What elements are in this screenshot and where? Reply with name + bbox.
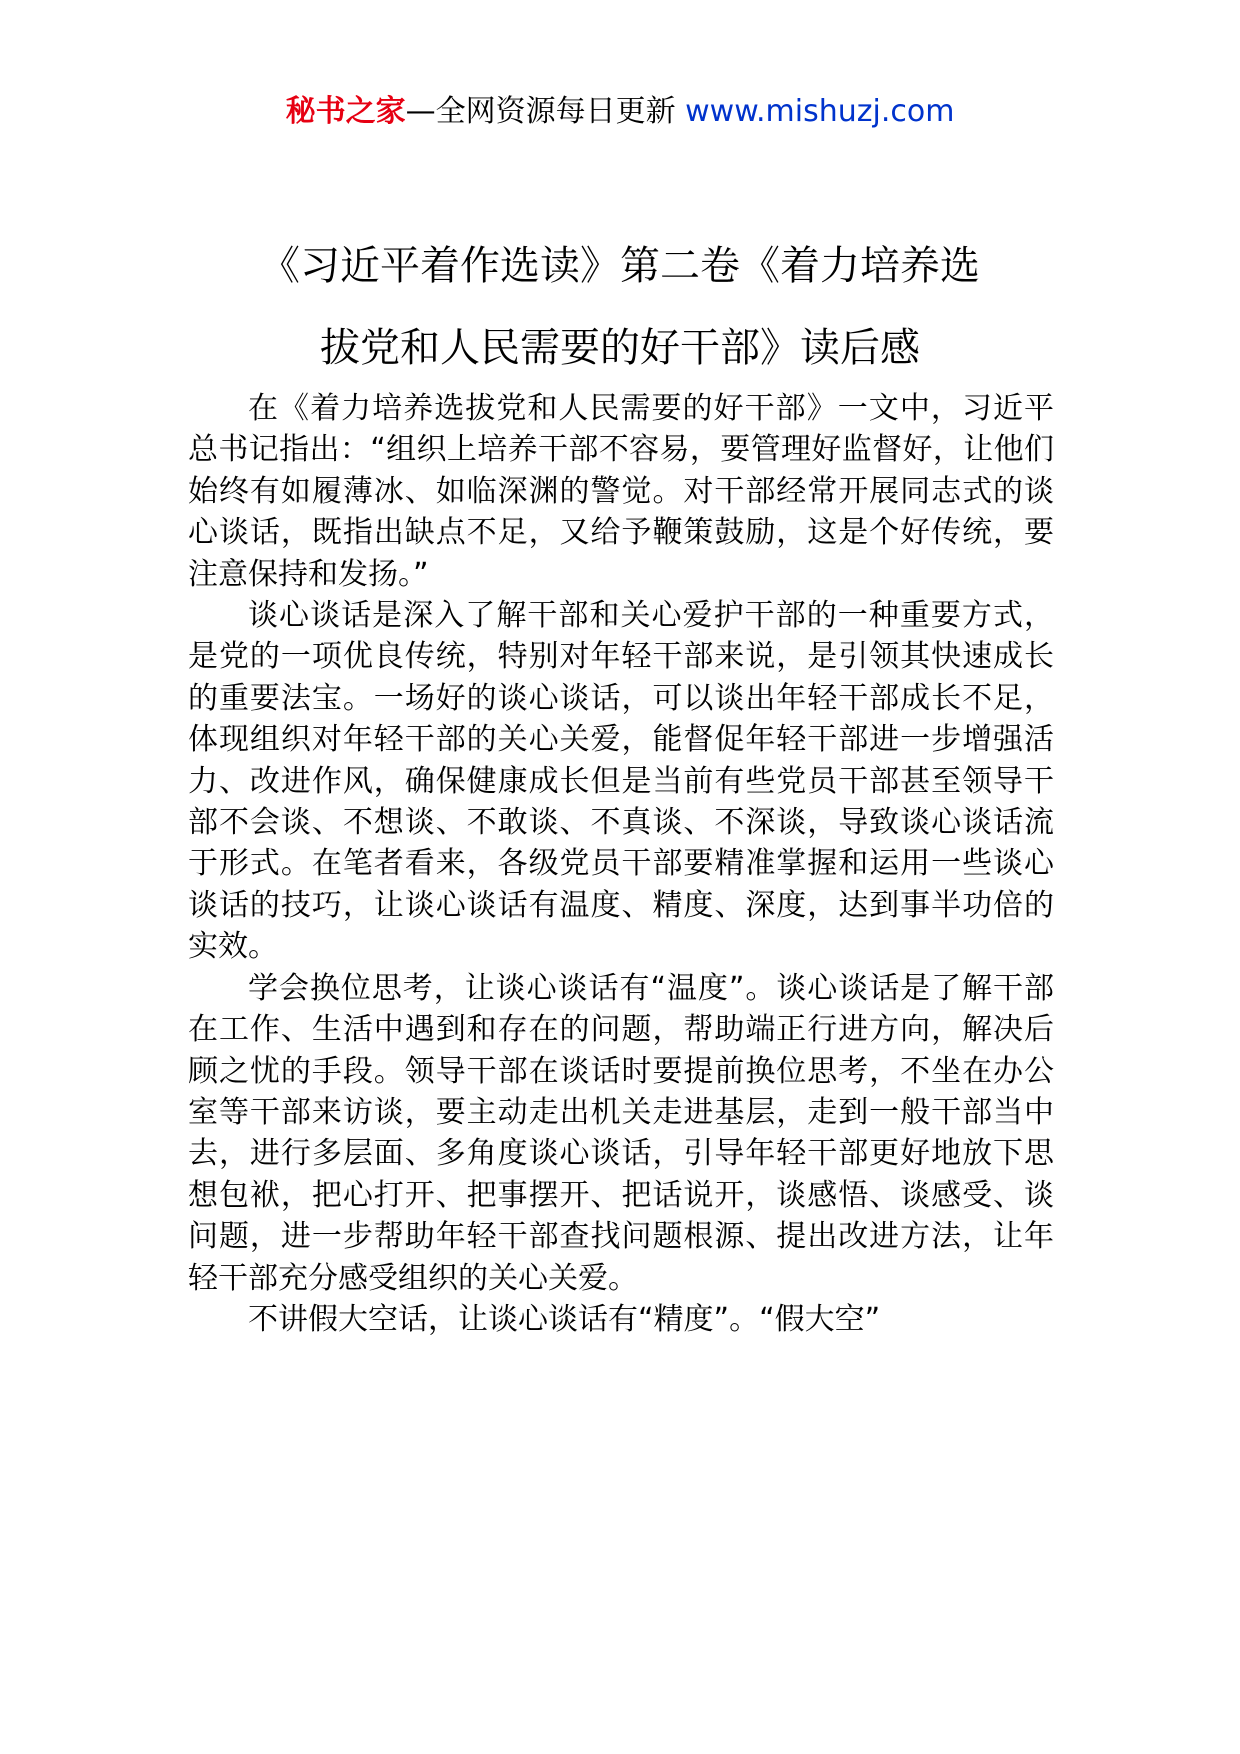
site-url-link[interactable]: www.mishuzj.com [685, 94, 955, 129]
title-line-2: 拔党和人民需要的好干部》读后感 [320, 325, 920, 371]
paragraph: 不讲假大空话，让谈心谈话有“精度”。“假大空” [248, 1301, 881, 1337]
site-header [0, 92, 1240, 132]
paragraph: 学会换位思考，让谈心谈话有“温度”。谈心谈话是了解干部在工作、生活中遇到和存在的问题，帮助端正行进方向，解决后顾之忧的手段。领导干部在谈话时要提前换位思考，不坐在办公室等干部来访谈，要主动走出机关走进基层，走到一般干部当中去，进行多层面、多角度谈心谈话，引导年轻干部更好地放下思想包袱，把心打开、把事摆开、把话说开，谈感悟、谈感受、谈问题，进一步帮助年轻干部查找问题根源、提出改进方法，让年轻干部充分感受组织的关心关爱。 [188, 970, 1054, 1296]
paragraph: 在《着力培养选拔党和人民需要的好干部》一文中，习近平总书记指出：“组织上培养干部不容易，要管理好监督好，让他们始终有如履薄冰、如临深渊的警觉。对干部经常开展同志式的谈心谈话，既指出缺点不足，又给予鞭策鼓励，这是个好传统，要注意保持和发扬。” [188, 391, 1054, 592]
brand-name: 秘书之家 [285, 94, 406, 129]
document-body [188, 388, 1054, 1340]
paragraph: 谈心谈话是深入了解干部和关心爱护干部的一种重要方式，是党的一项优良传统，特别对年轻干部来说，是引领其快速成长的重要法宝。一场好的谈心谈话，可以谈出年轻干部成长不足，体现组织对年轻干部的关心关爱，能督促年轻干部进一步增强活力、改进作风，确保健康成长但是当前有些党员干部甚至领导干部不会谈、不想谈、不敢谈、不真谈、不深谈，导致谈心谈话流于形式。在笔者看来，各级党员干部要精准掌握和运用一些谈心谈话的技巧，让谈心谈话有温度、精度、深度，达到事半功倍的实效。 [188, 598, 1054, 965]
document-title [150, 225, 1090, 389]
title-line-1: 《习近平着作选读》第二卷《着力培养选 [260, 243, 980, 289]
site-tagline: —全网资源每日更新 [405, 94, 686, 129]
